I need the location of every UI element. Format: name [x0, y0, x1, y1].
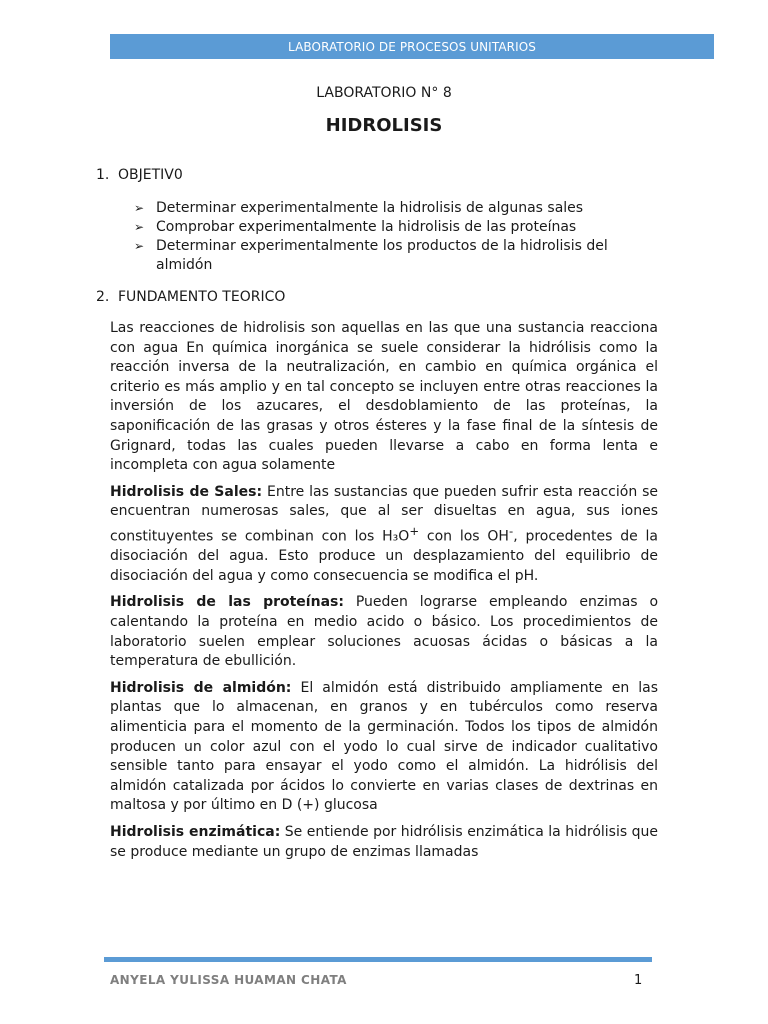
salts-label: Hidrolisis de Sales:: [110, 483, 263, 500]
enzymatic-text: Se entiende por hidrólisis enzimática la hidrólisis que se produce mediante un grupo de enzimas llamadas: [110, 823, 658, 860]
salts-superscript-minus: -: [508, 523, 514, 538]
arrow-bullet-icon: ➢: [134, 220, 145, 234]
objectives-list: [134, 199, 660, 275]
salts-text: Entre las sustancias que pueden sufrir esta reacción se encuentran numerosas sales, que al ser disueltas en agua, sus iones constituyentes se combinan con los H₃O: [110, 483, 659, 545]
lab-number: LABORATORIO N° 8: [316, 85, 452, 101]
intro-paragraph: Las reacciones de hidrolisis son aquellas en las que una sustancia reacciona con agua En química inorgánica se suele considerar la hidrólisis como la reacción inversa de la neutralización, en cambio en química orgánica el criterio es más amplio y en tal concepto se incluyen entre otras reacciones la inversión de los azucares, el desdoblamiento de las proteínas, la saponificación de las grasas y otros ésteres y la fase final de la síntesis de Grignard, todas las cuales pueden llevarse a cabo en forma lenta e incompleta con agua solamente: [110, 320, 658, 474]
section-number: 2.: [96, 289, 110, 305]
list-item-text: Determinar experimentalmente la hidrolisis de algunas sales: [156, 200, 584, 216]
enzymatic-paragraph: [110, 823, 658, 862]
salts-text-2: con los OH: [419, 528, 509, 545]
footer-divider: [104, 957, 652, 962]
section-title: OBJETIV0: [118, 167, 183, 183]
enzymatic-label: Hidrolisis enzimática:: [110, 823, 281, 840]
document-title: HIDROLISIS: [325, 115, 443, 136]
arrow-bullet-icon: ➢: [134, 201, 145, 215]
section-number: 1.: [96, 167, 110, 183]
list-item: [134, 218, 660, 237]
list-item-text: Determinar experimentalmente los productos de la hidrolisis del almidón: [156, 238, 608, 273]
section-heading-theory: [96, 289, 285, 305]
list-item: [134, 199, 660, 218]
page-number: 1: [634, 973, 643, 988]
salts-text-3: , procedentes de la disociación del agua. Esto produce un desplazamiento del equilibrio de disociación del agua y como consecuencia se modifica el pH.: [110, 528, 659, 584]
footer-author: ANYELA YULISSA HUAMAN CHATA: [110, 973, 347, 987]
salts-paragraph: [110, 483, 658, 587]
section-title: FUNDAMENTO TEORICO: [118, 289, 286, 305]
theory-content: [110, 319, 658, 869]
starch-text: El almidón está distribuido ampliamente en las plantas que lo almacenan, en granos y en tubérculos como reserva alimenticia para el momento de la germinación. Todos los tipos de almidón producen un color azul con el yodo lo cual sirve de indicador cualitativo sensible tanto para ensayar el yodo como el almidón. La hidrólisis del almidón catalizada por ácidos lo convierte en varias clases de dextrinas en maltosa y por último en D (+) glucosa: [110, 679, 658, 814]
list-item: [134, 237, 660, 275]
proteins-paragraph: [110, 593, 658, 671]
salts-superscript-plus: +: [409, 523, 420, 538]
proteins-label: Hidrolisis de las proteínas:: [110, 594, 344, 611]
list-item-text: Comprobar experimentalmente la hidrolisis de las proteínas: [156, 219, 577, 235]
header-band: [110, 34, 714, 59]
header-band-text: LABORATORIO DE PROCESOS UNITARIOS: [288, 39, 536, 54]
proteins-text: Pueden lograrse empleando enzimas o calentando la proteína en medio acido o básico. Los procedimientos de laboratorio suelen emplear soluciones acuosas ácidas o básicas a la temperatura de ebullición.: [110, 594, 659, 670]
starch-label: Hidrolisis de almidón:: [110, 679, 292, 696]
arrow-bullet-icon: ➢: [134, 239, 145, 253]
section-heading-objective: [96, 167, 183, 183]
starch-paragraph: [110, 679, 658, 816]
